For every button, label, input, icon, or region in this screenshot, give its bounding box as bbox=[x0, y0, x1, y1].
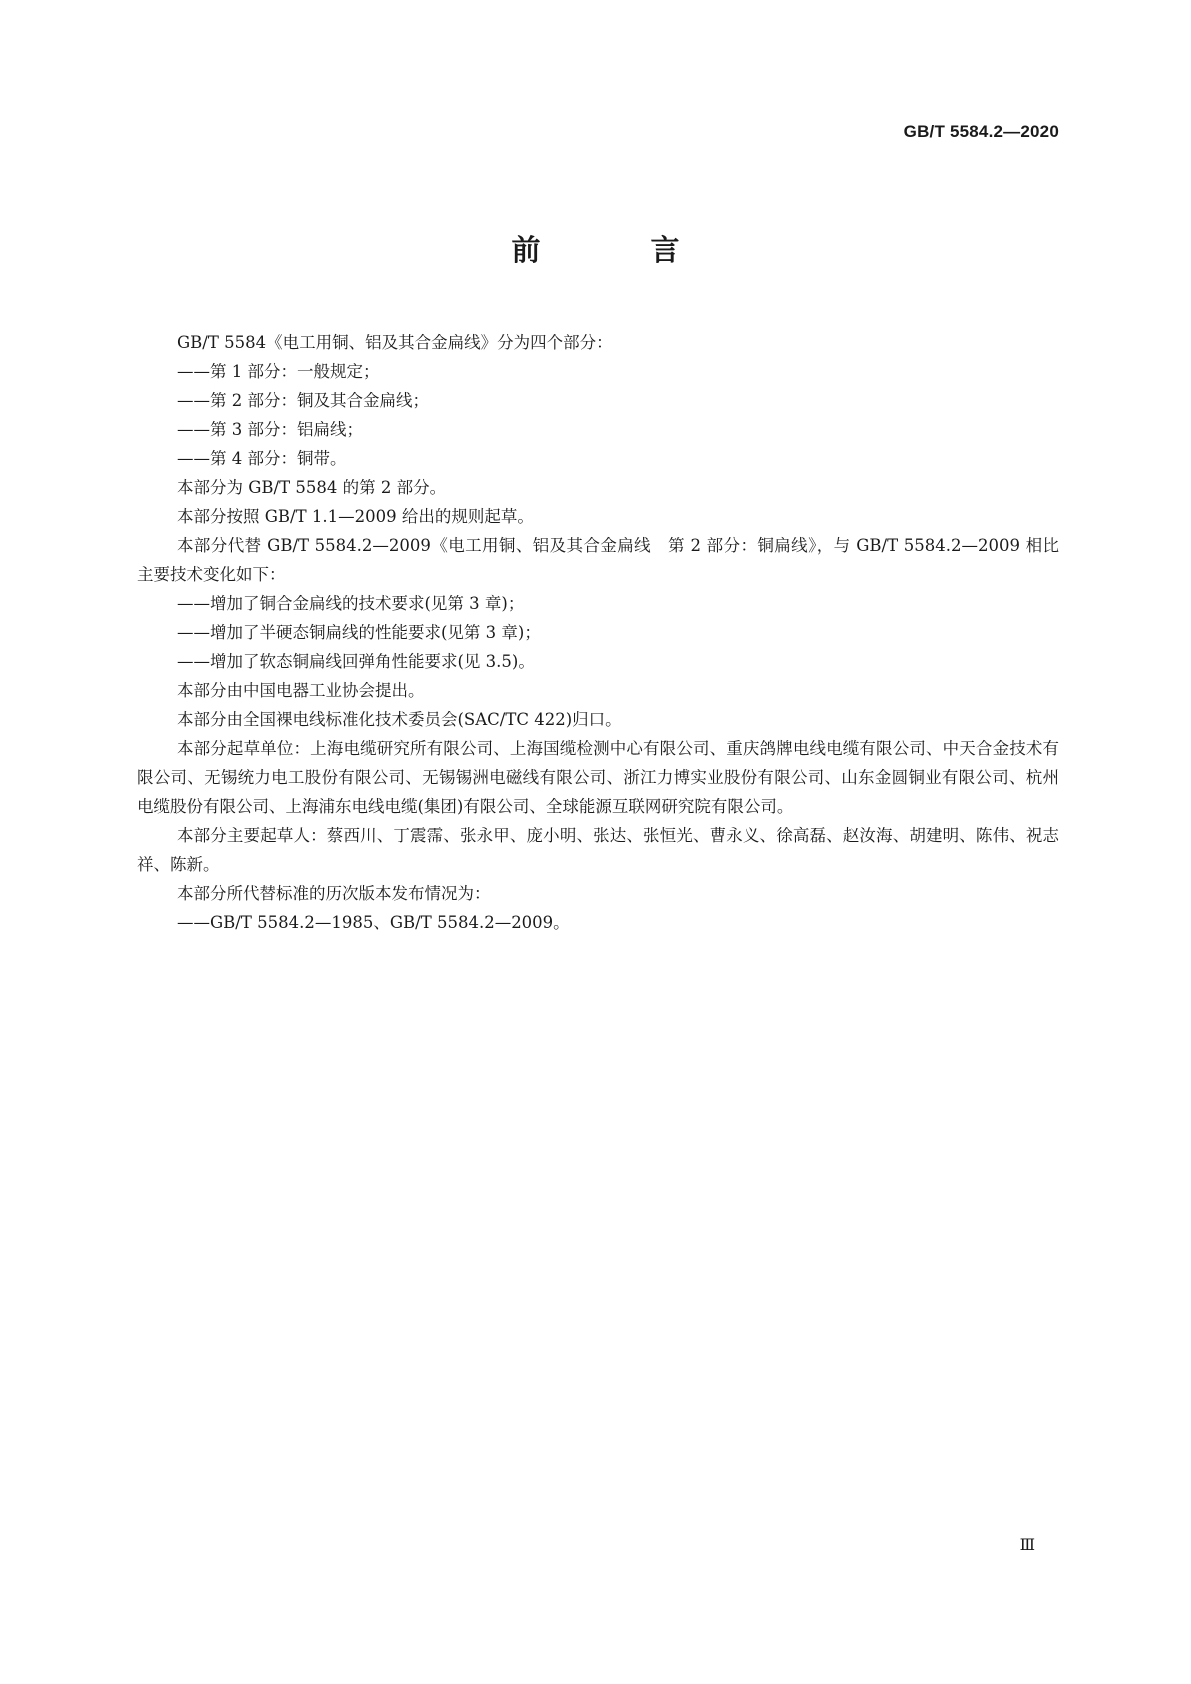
list-item: ——第 4 部分：铜带。 bbox=[177, 449, 347, 468]
paragraph: 本部分由全国裸电线标准化技术委员会(SAC/TC 422)归口。 bbox=[177, 710, 622, 729]
list-item: ——GB/T 5584.2—1985、GB/T 5584.2—2009。 bbox=[177, 913, 570, 932]
foreword-body bbox=[137, 328, 1059, 937]
list-item: ——第 1 部分：一般规定； bbox=[177, 362, 380, 381]
list-item: ——增加了半硬态铜扁线的性能要求(见第 3 章)； bbox=[177, 623, 541, 642]
paragraph: 本部分为 GB/T 5584 的第 2 部分。 bbox=[177, 478, 447, 497]
paragraph: 本部分代替 GB/T 5584.2—2009《电工用铜、铝及其合金扁线 第 2 部分：铜扁线》，与 GB/T 5584.2—2009 相比主要技术变化如下： bbox=[137, 536, 1059, 584]
page-title: 前 言 bbox=[511, 233, 730, 267]
standard-code-header: GB/T 5584.2—2020 bbox=[903, 122, 1059, 141]
paragraph: 本部分所代替标准的历次版本发布情况为： bbox=[177, 884, 491, 903]
list-item: ——增加了铜合金扁线的技术要求(见第 3 章)； bbox=[177, 594, 525, 613]
paragraph: GB/T 5584《电工用铜、铝及其合金扁线》分为四个部分： bbox=[177, 333, 613, 352]
paragraph: 本部分起草单位：上海电缆研究所有限公司、上海国缆检测中心有限公司、重庆鸽牌电线电缆有限公司、中天合金技术有限公司、无锡统力电工股份有限公司、无锡锡洲电磁线有限公司、浙江力博实业股份有限公司、山东金圆铜业有限公司、杭州电缆股份有限公司、上海浦东电线电缆(集团)有限公司、全球能源互联网研究院有限公司。 bbox=[137, 739, 1059, 816]
list-item: ——第 3 部分：铝扁线； bbox=[177, 420, 363, 439]
paragraph: 本部分主要起草人：蔡西川、丁震霈、张永甲、庞小明、张达、张恒光、曹永义、徐高磊、赵汝海、胡建明、陈伟、祝志祥、陈新。 bbox=[137, 826, 1059, 874]
paragraph: 本部分按照 GB/T 1.1—2009 给出的规则起草。 bbox=[177, 507, 534, 526]
list-item: ——增加了软态铜扁线回弹角性能要求(见 3.5)。 bbox=[177, 652, 535, 671]
list-item: ——第 2 部分：铜及其合金扁线； bbox=[177, 391, 429, 410]
paragraph: 本部分由中国电器工业协会提出。 bbox=[177, 681, 425, 700]
page-number: Ⅲ bbox=[1019, 1535, 1035, 1554]
